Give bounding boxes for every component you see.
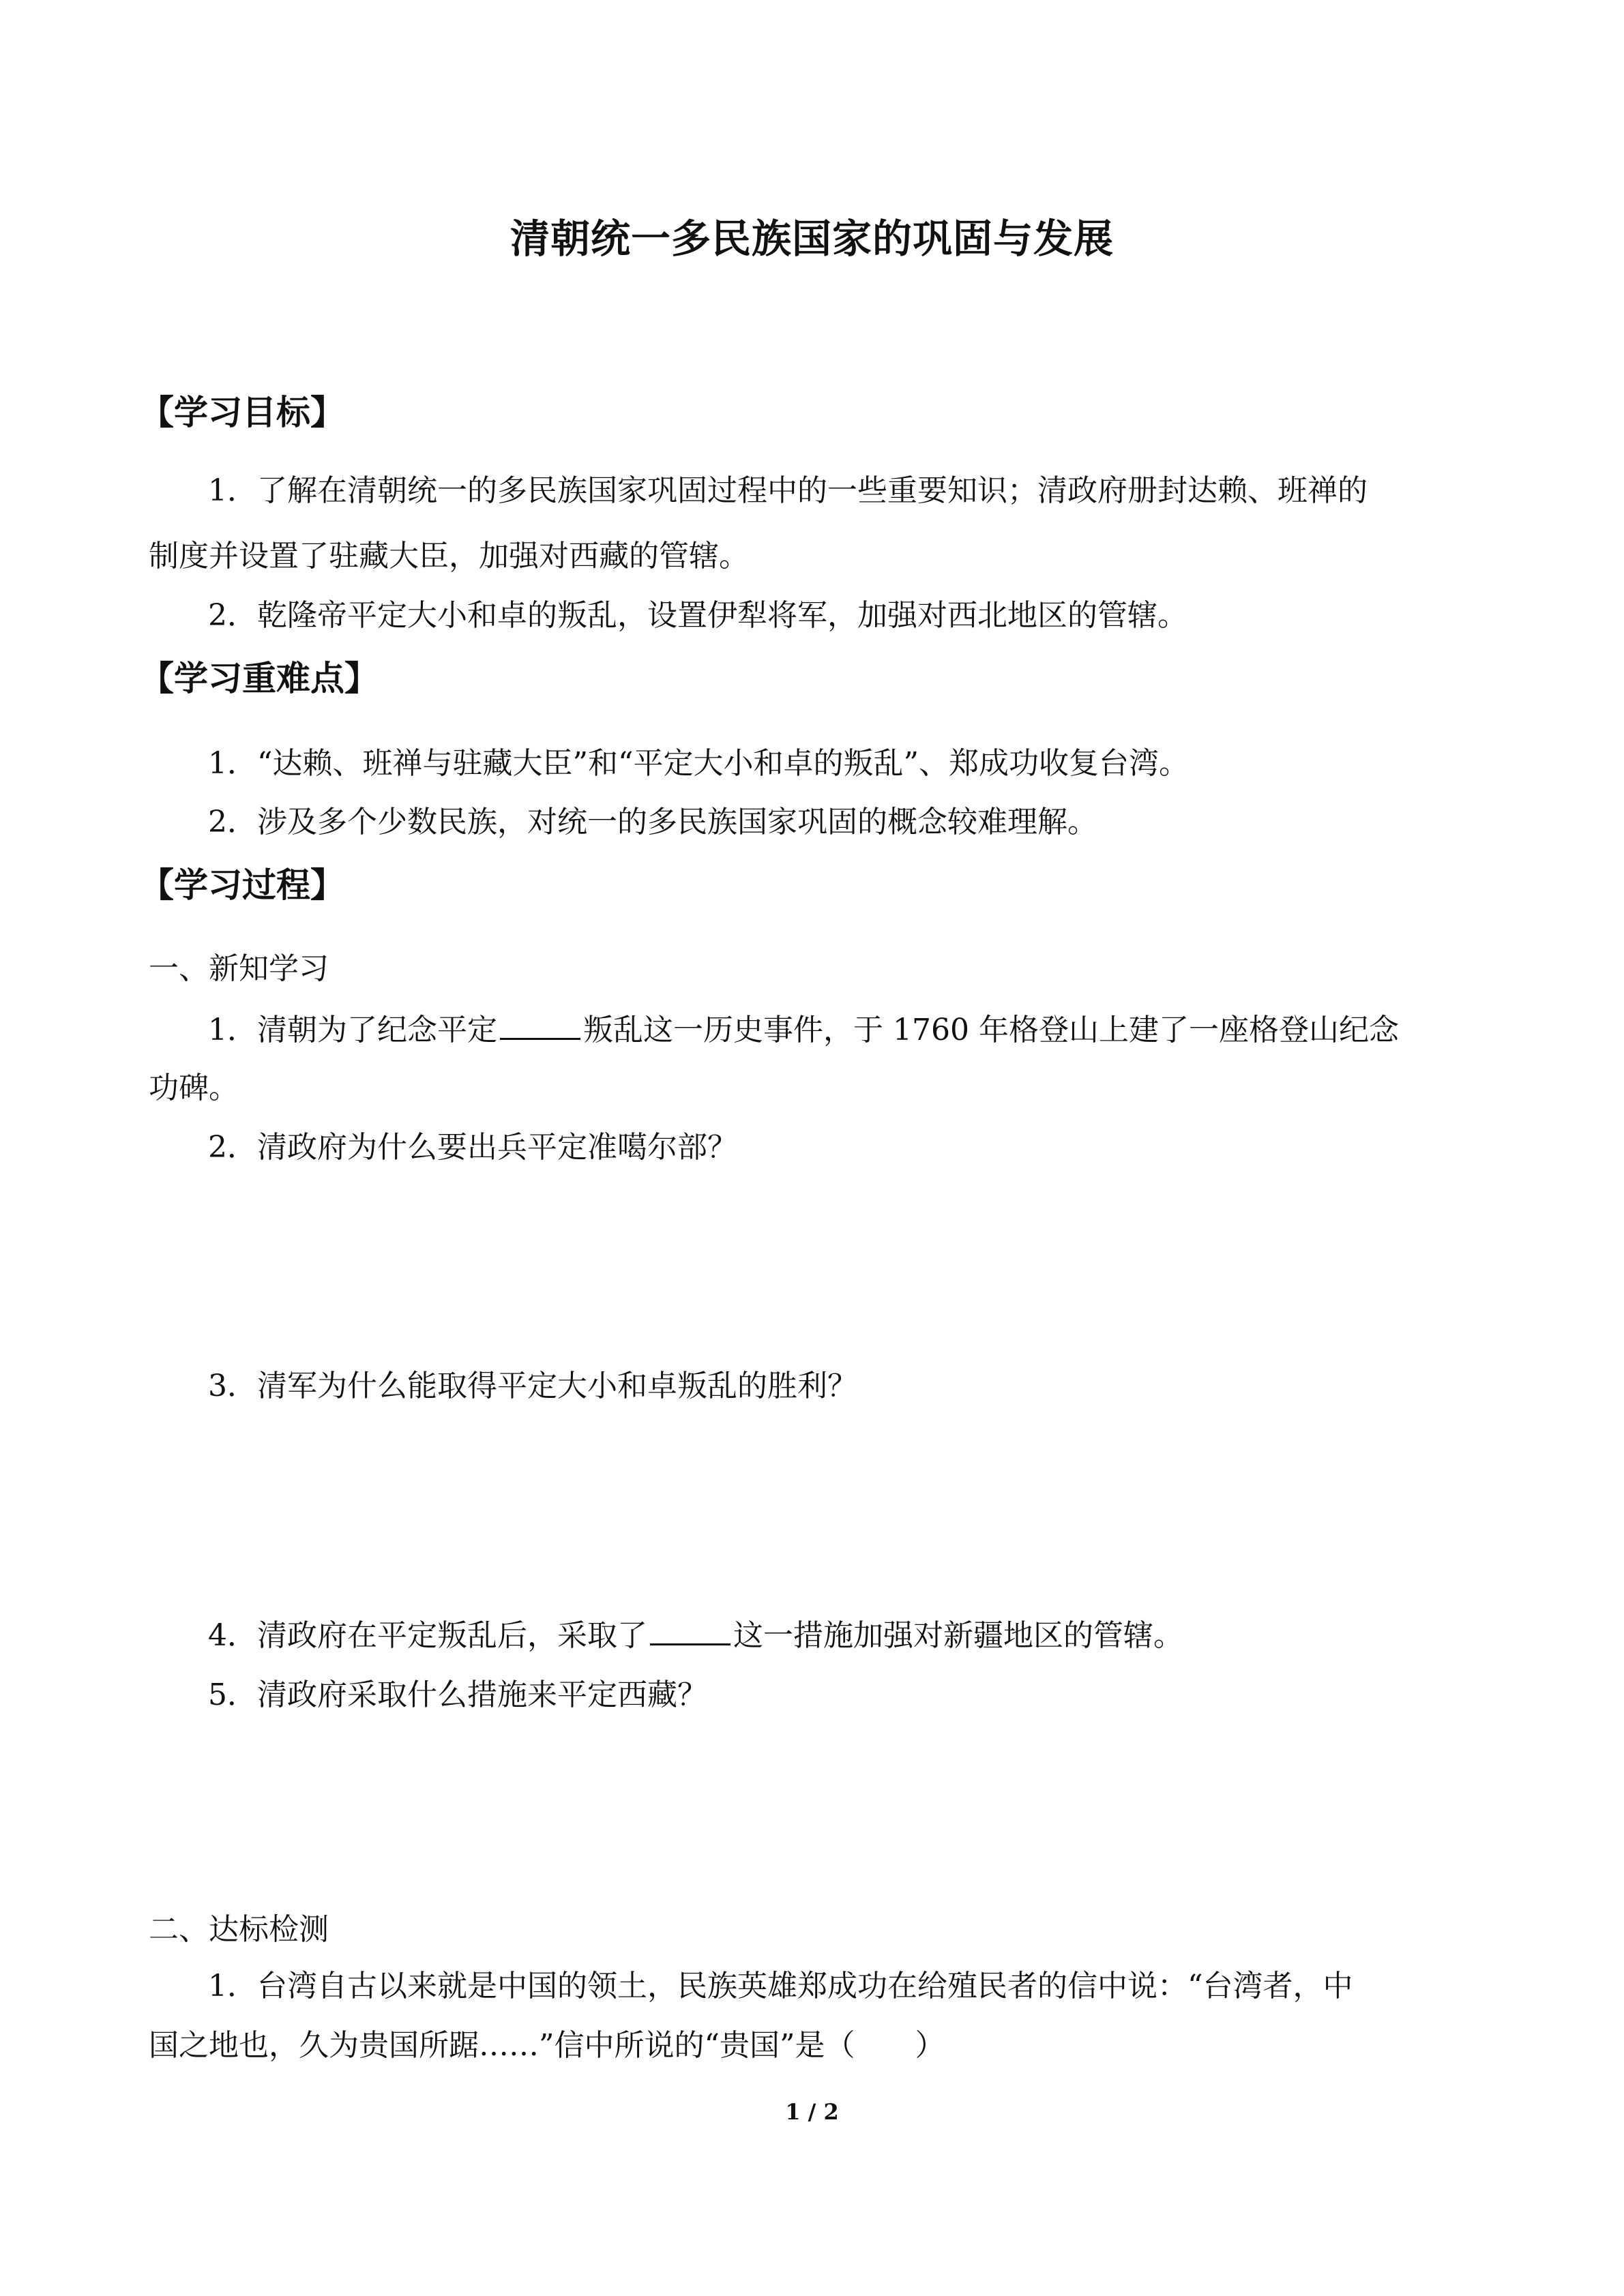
page-title: 清朝统一多民族国家的巩固与发展 <box>510 215 1114 262</box>
question-2: 2．清政府为什么要出兵平定准噶尔部？ <box>208 1130 737 1165</box>
key-points-heading: 【学习重难点】 <box>140 659 379 698</box>
fill-in-blank <box>650 1613 730 1645</box>
objective-item-1-cont: 制度并设置了驻藏大臣，加强对西藏的管辖。 <box>149 539 749 573</box>
check-question-1-cont: 国之地也，久为贵国所踞……”信中所说的“贵国”是（ ） <box>149 2028 945 2063</box>
question-4-text-a: 4．清政府在平定叛乱后，采取了 <box>208 1618 647 1653</box>
question-3: 3．清军为什么能取得平定大小和卓叛乱的胜利？ <box>208 1369 857 1403</box>
question-4 <box>208 1613 1183 1656</box>
objective-item-1: 1．了解在清朝统一的多民族国家巩固过程中的一些重要知识；清政府册封达赖、班禅的 <box>208 473 1368 508</box>
part1-label: 一、新知学习 <box>149 951 329 986</box>
question-1-text-b: 叛乱这一历史事件，于 1760 年格登山上建了一座格登山纪念 <box>583 1013 1399 1047</box>
key-point-item-2: 2．涉及多个少数民族，对统一的多民族国家巩固的概念较难理解。 <box>208 805 1097 839</box>
objectives-heading: 【学习目标】 <box>140 393 344 432</box>
question-1-cont: 功碑。 <box>149 1071 239 1105</box>
question-5: 5．清政府采取什么措施来平定西藏？ <box>208 1678 707 1712</box>
key-point-item-1: 1．“达赖、班禅与驻藏大臣”和“平定大小和卓的叛乱”、郑成功收复台湾。 <box>208 746 1189 781</box>
question-4-text-b: 这一措施加强对新疆地区的管辖。 <box>733 1618 1183 1653</box>
question-1-text-a: 1．清朝为了纪念平定 <box>208 1013 497 1047</box>
process-heading: 【学习过程】 <box>140 865 344 905</box>
fill-in-blank <box>500 1008 580 1040</box>
page-number: 1 / 2 <box>785 2099 839 2125</box>
check-question-1: 1．台湾自古以来就是中国的领土，民族英雄郑成功在给殖民者的信中说：“台湾者，中 <box>208 1969 1353 2003</box>
objective-item-2: 2．乾隆帝平定大小和卓的叛乱，设置伊犁将军，加强对西北地区的管辖。 <box>208 598 1187 633</box>
question-1 <box>208 1008 1399 1051</box>
part2-label: 二、达标检测 <box>149 1912 329 1947</box>
